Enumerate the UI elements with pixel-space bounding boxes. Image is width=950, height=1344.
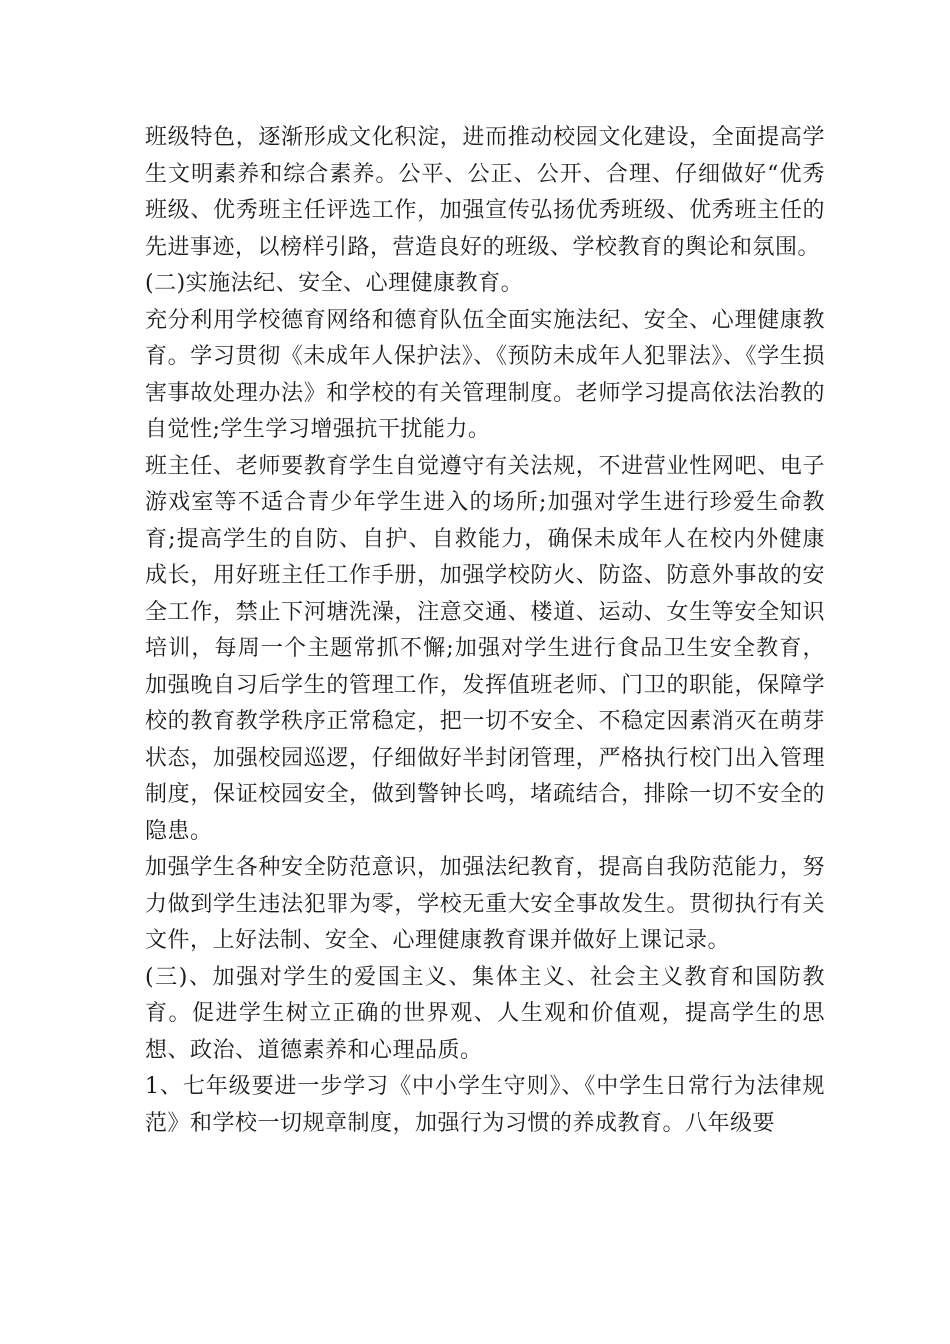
paragraph-safety-work: 班主任、老师要教育学生自觉遵守有关法规，不进营业性网吧、电子游戏室等不适合青少年学生进入的场所;加强对学生进行珍爱生命教育;提高学生的自防、自护、自救能力，确保未成年人在校内外健康成长，用好班主任工作手册，加强学校防火、防盗、防意外事故的安全工作，禁止下河塘洗澡，注意交通、楼道、运动、女生等安全知识培训，每周一个主题常抓不懈;加强对学生进行食品卫生安全教育，加强晚自习后学生的管理工作，发挥值班老师、门卫的职能，保障学校的教育教学秩序正常稳定，把一切不安全、不稳定因素消灭在萌芽状态，加强校园巡逻，仔细做好半封闭管理，严格执行校门出入管理制度，保证校园安全，做到警钟长鸣，堵疏结合，排除一切不安全的隐患。: [145, 453, 825, 844]
paragraph-legal-education: 充分利用学校德育网络和德育队伍全面实施法纪、安全、心理健康教育。学习贯彻《未成年人保护法》、《预防未成年人犯罪法》、《学生损害事故处理办法》和学校的有关管理制度。老师学习提高依法治教的自觉性;学生学习增强抗干扰能力。: [145, 307, 825, 442]
paragraph-class-culture: 班级特色，逐渐形成文化积淀，进而推动校园文化建设，全面提高学生文明素养和综合素养。公平、公正、公开、合理、仔细做好“优秀班级、优秀班主任评选工作，加强宣传弘扬优秀班级、优秀班主任的先进事迹，以榜样引路，营造良好的班级、学校教育的舆论和氛围。: [145, 125, 825, 260]
section-heading-three: (三)、加强对学生的爱国主义、集体主义、社会主义教育和国防教育。促进学生树立正确的世界观、人生观和价值观，提高学生的思想、政治、道德素养和心理品质。: [145, 964, 825, 1063]
paragraph-safety-awareness: 加强学生各种安全防范意识，加强法纪教育，提高自我防范能力，努力做到学生违法犯罪为零，学校无重大安全事故发生。贯彻执行有关文件，上好法制、安全、心理健康教育课并做好上课记录。: [145, 855, 825, 953]
paragraph-grade-seven: 1、七年级要进一步学习《中小学生守则》、《中学生日常行为法律规范》和学校一切规章制度，加强行为习惯的养成教育。八年级要: [145, 1074, 825, 1136]
document-body: [145, 120, 825, 1142]
section-heading-two: (二)实施法纪、安全、心理健康教育。: [145, 271, 524, 296]
